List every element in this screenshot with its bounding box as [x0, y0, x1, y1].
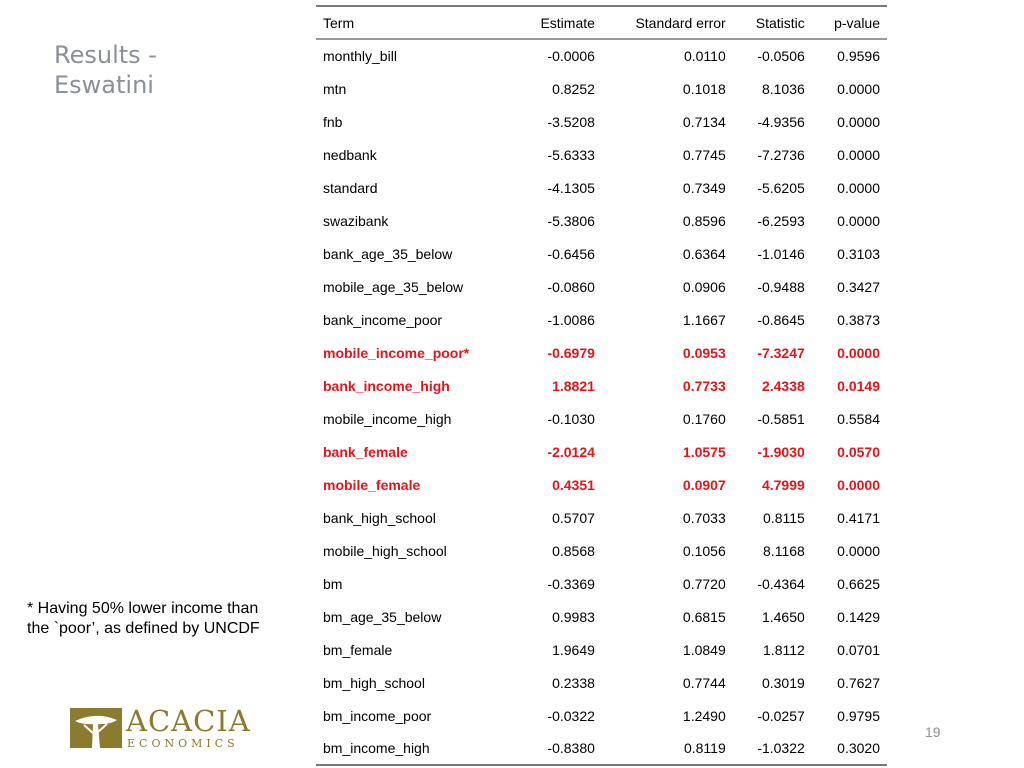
cell-statistic: -1.0146 [757, 245, 805, 262]
table-row [316, 666, 887, 699]
cell-statistic: -0.5851 [757, 410, 805, 427]
header-estimate: Estimate [516, 6, 602, 39]
cell-standard-error: 1.2490 [682, 707, 726, 724]
cell-estimate: 1.9649 [552, 641, 595, 658]
cell-p-value: 0.9795 [837, 707, 880, 724]
cell-estimate: -0.0860 [547, 278, 595, 295]
cell-p-value: 0.7627 [837, 674, 880, 691]
cell-p-value: 0.0000 [837, 542, 880, 559]
table-row [316, 501, 887, 534]
cell-statistic: 4.7999 [761, 476, 805, 493]
cell-term: standard [323, 179, 378, 196]
cell-p-value: 0.3020 [812, 732, 887, 765]
acacia-tree-icon [70, 708, 122, 748]
cell-estimate: -0.0006 [547, 48, 595, 64]
cell-statistic: 1.4650 [761, 608, 805, 625]
acacia-logo [70, 702, 251, 750]
cell-p-value: 0.0570 [837, 443, 880, 460]
cell-standard-error: 1.0849 [682, 641, 726, 658]
slide-title-line1: Results - [54, 41, 157, 69]
cell-term: mobile_income_poor* [323, 344, 470, 361]
footnote: * Having 50% lower income than the `poor’, as defined by UNCDF [27, 600, 260, 637]
cell-statistic: -0.0506 [757, 48, 805, 64]
cell-statistic: 1.8112 [763, 641, 805, 658]
cell-p-value: 0.0000 [837, 146, 880, 163]
cell-estimate: 0.8568 [552, 542, 595, 559]
cell-term: mobile_high_school [323, 542, 447, 559]
table-row [316, 567, 887, 600]
cell-standard-error: 0.7720 [682, 575, 726, 592]
header-term: Term [316, 6, 516, 39]
cell-p-value: 0.3427 [837, 278, 880, 295]
cell-estimate: -0.0322 [547, 707, 595, 724]
cell-term: bank_high_school [323, 509, 436, 526]
cell-standard-error: 0.8119 [602, 732, 733, 765]
cell-statistic: -6.2593 [757, 212, 805, 229]
cell-term: mobile_age_35_below [323, 278, 464, 295]
table-row [316, 732, 887, 765]
cell-statistic: -7.2736 [757, 146, 805, 163]
cell-statistic: -0.0257 [757, 707, 805, 724]
cell-estimate: -0.3369 [547, 575, 595, 592]
header-statistic: Statistic [733, 6, 812, 39]
cell-standard-error: 0.7744 [682, 674, 726, 691]
cell-p-value: 0.0149 [837, 377, 880, 394]
cell-p-value: 0.0000 [837, 476, 880, 493]
cell-p-value: 0.3873 [837, 311, 880, 328]
cell-statistic: 0.8115 [763, 509, 805, 526]
cell-estimate: 0.4351 [552, 476, 595, 493]
cell-term: bm_income_high [316, 732, 516, 765]
slide-title [54, 40, 157, 100]
cell-standard-error: 0.7349 [682, 179, 726, 196]
cell-statistic: -1.0322 [733, 732, 812, 765]
cell-estimate: -5.6333 [547, 146, 595, 163]
cell-statistic: 2.4338 [761, 377, 805, 394]
cell-standard-error: 0.0110 [683, 48, 726, 64]
cell-statistic: 8.1036 [761, 80, 805, 97]
cell-statistic: -1.9030 [757, 443, 805, 460]
table-row [316, 105, 887, 138]
cell-estimate: 0.2338 [552, 674, 595, 691]
cell-p-value: 0.4171 [837, 509, 880, 526]
cell-term: monthly_bill [323, 48, 397, 64]
cell-p-value: 0.0701 [837, 641, 880, 658]
cell-standard-error: 0.1018 [682, 80, 726, 97]
table-row [316, 72, 887, 105]
cell-statistic: 0.3019 [761, 674, 805, 691]
cell-standard-error: 0.0907 [682, 476, 726, 493]
cell-p-value: 0.0000 [837, 113, 880, 130]
cell-standard-error: 0.6815 [682, 608, 726, 625]
table-row [316, 336, 887, 369]
cell-estimate: 0.9983 [552, 608, 595, 625]
cell-p-value: 0.0000 [837, 344, 880, 361]
cell-statistic: -0.4364 [757, 575, 805, 592]
table-row [316, 270, 887, 303]
cell-statistic: -0.8645 [757, 311, 805, 328]
cell-standard-error: 1.0575 [682, 443, 726, 460]
cell-p-value: 0.1429 [837, 608, 880, 625]
cell-p-value: 0.9596 [837, 48, 880, 64]
cell-standard-error: 0.0953 [682, 344, 726, 361]
table-row [316, 600, 887, 633]
cell-term: mobile_female [323, 476, 421, 493]
cell-term: swazibank [323, 212, 389, 229]
cell-term: nedbank [323, 146, 377, 163]
cell-term: fnb [323, 113, 343, 130]
cell-estimate: -0.6979 [547, 344, 595, 361]
cell-term: bank_income_poor [323, 311, 443, 328]
table-row [316, 39, 887, 72]
table-row [316, 435, 887, 468]
results-table-body [316, 39, 887, 765]
table-row [316, 402, 887, 435]
cell-p-value: 0.6625 [837, 575, 880, 592]
cell-p-value: 0.0000 [837, 80, 880, 97]
cell-term: bm_high_school [323, 674, 425, 691]
cell-statistic: -5.6205 [757, 179, 805, 196]
table-row [316, 138, 887, 171]
table-row [316, 369, 887, 402]
cell-estimate: -5.3806 [547, 212, 595, 229]
cell-standard-error: 1.1667 [682, 311, 726, 328]
cell-standard-error: 0.7733 [682, 377, 726, 394]
cell-statistic: 8.1168 [763, 542, 805, 559]
header-p-value: p-value [812, 6, 887, 39]
cell-term: bm_age_35_below [323, 608, 442, 625]
slide-title-line2: Eswatini [54, 71, 154, 99]
cell-estimate: 0.8252 [552, 80, 595, 97]
cell-statistic: -4.9356 [757, 113, 805, 130]
cell-estimate: -0.8380 [516, 732, 602, 765]
table-row [316, 303, 887, 336]
table-row [316, 534, 887, 567]
cell-estimate: -2.0124 [547, 443, 595, 460]
table-row [316, 204, 887, 237]
cell-p-value: 0.3103 [837, 245, 880, 262]
cell-statistic: -0.9488 [757, 278, 805, 295]
cell-term: bm_female [323, 641, 393, 658]
cell-term: bm [323, 575, 343, 592]
cell-estimate: -4.1305 [547, 179, 595, 196]
cell-standard-error: 0.7033 [682, 509, 726, 526]
table-row [316, 699, 887, 732]
cell-estimate: -3.5208 [547, 113, 595, 130]
cell-estimate: 0.5707 [552, 509, 595, 526]
cell-estimate: -1.0086 [547, 311, 595, 328]
page-number: 19 [925, 724, 941, 740]
logo-subtitle: ECONOMICS [127, 737, 239, 750]
cell-standard-error: 0.7745 [682, 146, 726, 163]
table-row [316, 633, 887, 666]
cell-statistic: -7.3247 [757, 344, 805, 361]
results-table [316, 5, 887, 766]
table-header-row [316, 6, 887, 39]
table-row [316, 237, 887, 270]
cell-standard-error: 0.7134 [682, 113, 726, 130]
cell-term: bm_income_poor [323, 707, 432, 724]
header-standard-error: Standard error [602, 6, 733, 39]
cell-standard-error: 0.8596 [682, 212, 726, 229]
cell-term: mobile_income_high [323, 410, 452, 427]
cell-term: mtn [323, 80, 347, 97]
table-row [316, 468, 887, 501]
cell-standard-error: 0.1056 [682, 542, 726, 559]
cell-term: bank_income_high [323, 377, 450, 394]
cell-p-value: 0.0000 [837, 212, 880, 229]
cell-p-value: 0.5584 [837, 410, 880, 427]
cell-term: bank_female [323, 443, 408, 460]
cell-estimate: -0.6456 [547, 245, 595, 262]
cell-estimate: -0.1030 [547, 410, 595, 427]
cell-term: bank_age_35_below [323, 245, 453, 262]
table-row [316, 171, 887, 204]
cell-p-value: 0.0000 [837, 179, 880, 196]
cell-standard-error: 0.6364 [682, 245, 726, 262]
cell-standard-error: 0.0906 [682, 278, 726, 295]
cell-estimate: 1.8821 [552, 377, 595, 394]
cell-standard-error: 0.1760 [682, 410, 726, 427]
logo-wordmark: ACACIA [126, 704, 251, 738]
